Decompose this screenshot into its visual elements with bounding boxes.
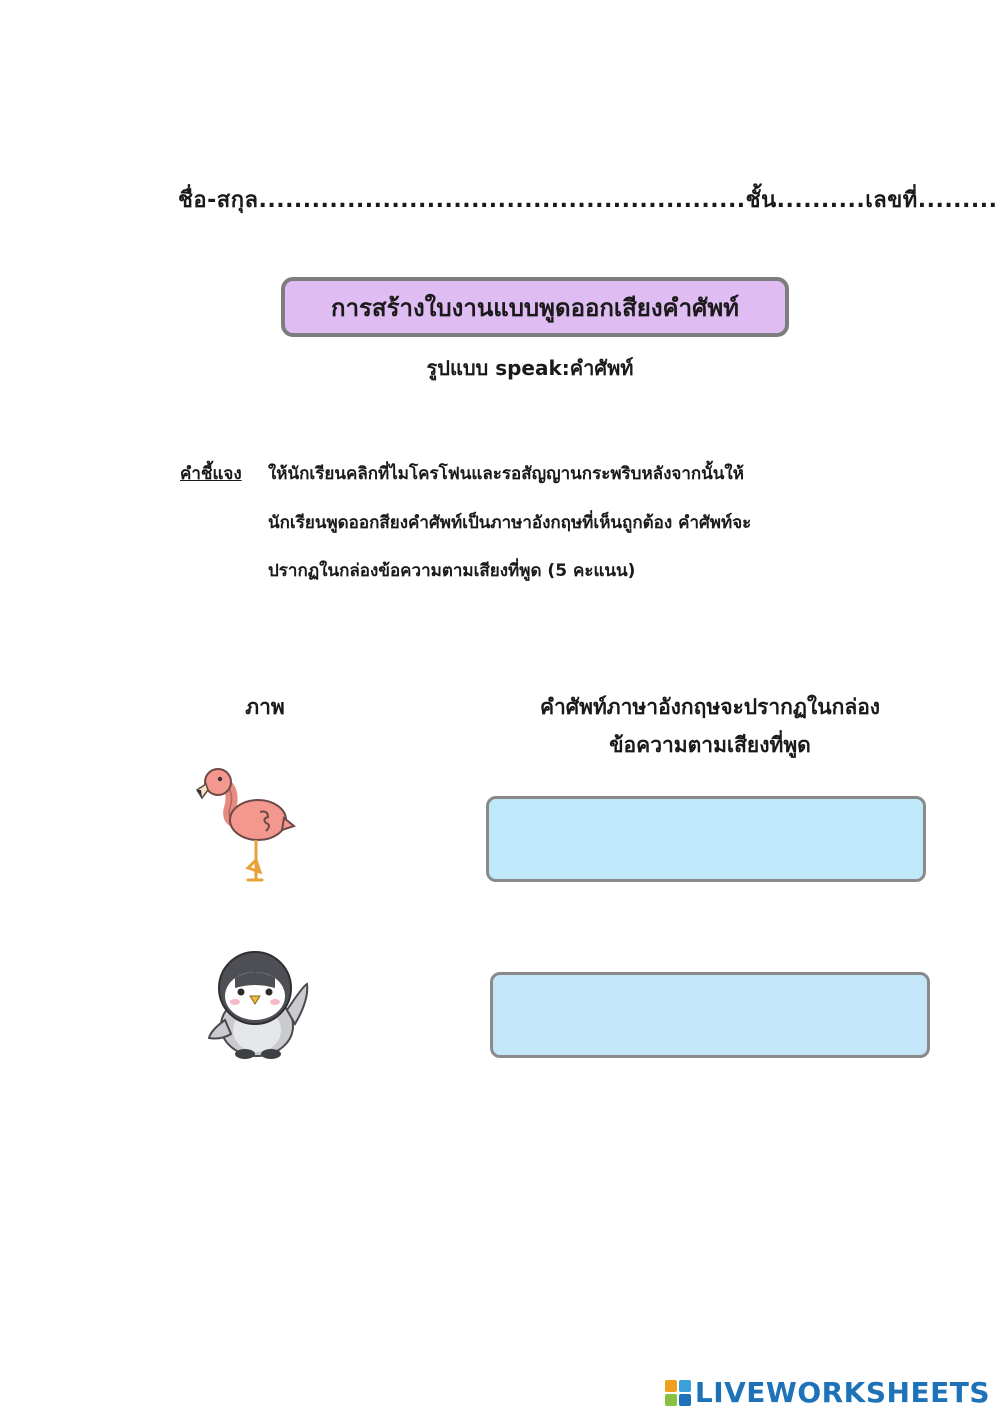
answer-column-header-line-1: คำศัพท์ภาษาอังกฤษจะปรากฏในกล่อง: [539, 695, 881, 719]
answer-column-header: [480, 688, 940, 764]
answer-column-header-line-2: ข้อความตามเสียงที่พูด: [609, 733, 811, 757]
worksheet-title: [281, 277, 789, 337]
worksheet-title-text: การสร้างใบงานแบบพูดออกเสียงคำศัพท์: [331, 293, 739, 322]
instructions-line-1: ให้นักเรียนคลิกที่ไมโครโฟนและรอสัญญานกระพริบหลังจากนั้นให้: [268, 464, 744, 484]
instructions-line-3: ปรากฏในกล่องข้อความตามเสียงที่พูด (5 คะแนน): [268, 561, 636, 581]
instructions-label: คำชี้แจง: [180, 464, 242, 484]
picture-column-header: ภาพ: [245, 695, 285, 719]
worksheet-subtitle: รูปแบบ speak:คำศัพท์: [426, 356, 634, 380]
student-info-line: ชื่อ-สกุล.......................................................ชั้น..........เลขที่.........: [178, 188, 998, 213]
penguin-icon: [205, 948, 315, 1063]
liveworksheets-logo-icon: [665, 1380, 691, 1406]
brand-name: LIVEWORKSHEETS: [694, 1376, 990, 1409]
instructions-line-2: นักเรียนพูดออกสียงคำศัพท์เป็นภาษาอังกฤษที่เห็นถูกต้อง คำศัพท์จะ: [268, 513, 752, 533]
answer-box-2[interactable]: [490, 972, 930, 1058]
liveworksheets-brand: [665, 1376, 990, 1409]
flamingo-icon: [190, 760, 300, 885]
answer-box-1[interactable]: [486, 796, 926, 882]
